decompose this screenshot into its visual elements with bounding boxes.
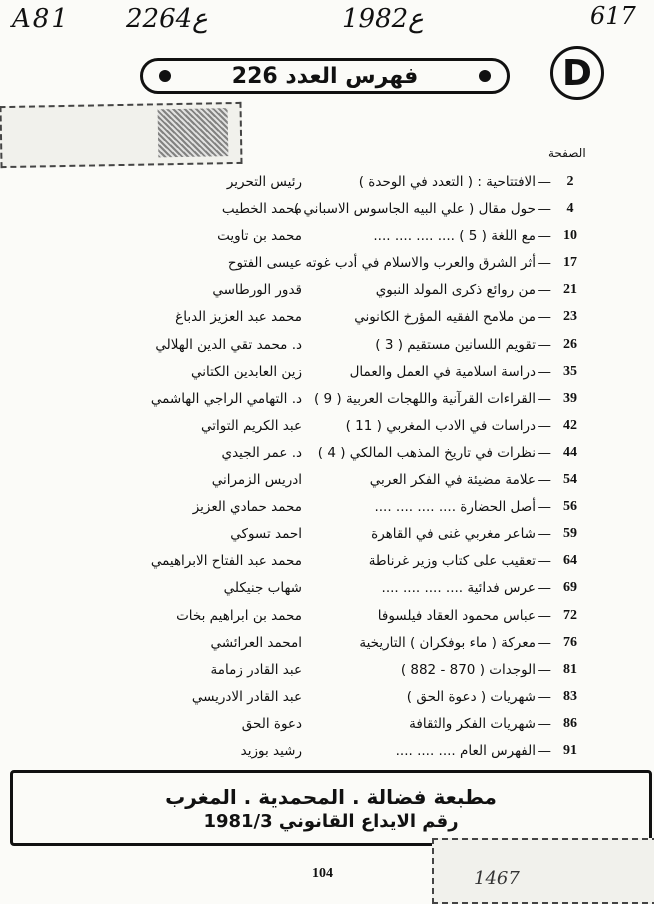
toc-dash: — bbox=[537, 363, 551, 380]
toc-page-number: 86 bbox=[563, 715, 577, 731]
table-row bbox=[0, 305, 654, 332]
toc-title: من ملامح الفقيه المؤرخ الكانوني bbox=[354, 309, 536, 326]
toc-title: أثر الشرق والعرب والاسلام في أدب غوته bbox=[305, 255, 536, 272]
toc-page-number: 59 bbox=[563, 526, 577, 542]
toc-dash: — bbox=[537, 309, 551, 326]
table-of-contents bbox=[0, 170, 654, 766]
toc-dash: — bbox=[537, 417, 551, 434]
toc-dash: — bbox=[537, 255, 551, 272]
stamp-emblem-icon bbox=[158, 108, 229, 157]
toc-title: دراسة اسلامية في العمل والعمال bbox=[349, 363, 536, 380]
toc-title: الفهرس العام .... .... .... bbox=[395, 742, 536, 759]
table-row bbox=[0, 441, 654, 468]
toc-author: محمد عبد الفتاح الابراهيمي bbox=[150, 553, 302, 570]
toc-author: محمد عبد العزيز الدباغ bbox=[175, 309, 302, 326]
toc-dash: — bbox=[537, 472, 551, 489]
handwritten-code-617: 617 bbox=[590, 2, 636, 30]
toc-title: من روائع ذكرى المولد النبوي bbox=[375, 282, 536, 299]
toc-page-number: 42 bbox=[563, 417, 577, 433]
toc-author: شهاب جنيكلي bbox=[223, 580, 302, 597]
table-row bbox=[0, 333, 654, 360]
table-row bbox=[0, 495, 654, 522]
toc-page-number: 56 bbox=[563, 499, 577, 515]
toc-author: عبد القادر الادريسي bbox=[191, 688, 302, 705]
toc-dash: — bbox=[537, 499, 551, 516]
toc-author: محمد بن تاويت bbox=[217, 228, 302, 245]
table-row bbox=[0, 278, 654, 305]
table-row bbox=[0, 224, 654, 251]
toc-title: الوجدات ( 870 - 882 ) bbox=[400, 661, 536, 678]
toc-author: د. محمد تقي الدين الهلالي bbox=[155, 336, 302, 353]
toc-dash: — bbox=[537, 661, 551, 678]
table-row bbox=[0, 197, 654, 224]
d-badge: D bbox=[550, 46, 604, 100]
toc-page-number: 4 bbox=[566, 201, 574, 217]
toc-author: رشيد بوزيد bbox=[240, 742, 302, 759]
toc-author: احمد تسوكي bbox=[230, 526, 302, 543]
toc-page-number: 26 bbox=[563, 336, 577, 352]
table-row bbox=[0, 549, 654, 576]
toc-dash: — bbox=[537, 742, 551, 759]
page-number: 104 bbox=[312, 866, 333, 881]
toc-author: زين العابدين الكتاني bbox=[190, 363, 302, 380]
table-row bbox=[0, 387, 654, 414]
toc-page-number: 81 bbox=[563, 661, 577, 677]
toc-page-number: 72 bbox=[563, 607, 577, 623]
toc-dash: — bbox=[537, 390, 551, 407]
toc-title: عرس فدائية .... .... .... .... bbox=[381, 580, 536, 597]
toc-title: شهريات ( دعوة الحق ) bbox=[406, 688, 536, 705]
handwritten-code-a81: A81 bbox=[12, 4, 70, 34]
toc-title: علامة مضيئة في الفكر العربي bbox=[369, 472, 536, 489]
toc-author: محمد بن ابراهيم بخات bbox=[176, 607, 302, 624]
toc-page-number: 17 bbox=[563, 255, 577, 271]
toc-title: دراسات في الادب المغربي ( 11 ) bbox=[345, 417, 536, 434]
toc-title: تقويم اللسانين مستقيم ( 3 ) bbox=[375, 336, 536, 353]
toc-author: امحمد العرائشي bbox=[210, 634, 302, 651]
index-title: فهرس العدد 226 bbox=[231, 63, 419, 89]
toc-author: قدور الورطاسي bbox=[212, 282, 302, 299]
toc-title: حول مقال ( علي البيه الجاسوس الاسباني ) bbox=[293, 201, 536, 218]
toc-author: عيسى الفتوح bbox=[227, 255, 302, 272]
library-stamp-top bbox=[0, 102, 243, 168]
toc-dash: — bbox=[537, 282, 551, 299]
toc-author: عبد القادر زمامة bbox=[210, 661, 302, 678]
handwritten-code-2264: 2264ع bbox=[126, 4, 208, 34]
toc-title: عباس محمود العقاد فيلسوفا bbox=[377, 607, 536, 624]
toc-page-number: 10 bbox=[563, 228, 577, 244]
printer-name: مطبعة فضالة . المحمدية . المغرب bbox=[165, 784, 497, 809]
toc-page-number: 23 bbox=[563, 309, 577, 325]
toc-dash: — bbox=[537, 228, 551, 245]
table-row bbox=[0, 170, 654, 197]
toc-page-number: 21 bbox=[563, 282, 577, 298]
toc-author: رئيس التحرير bbox=[226, 174, 302, 190]
toc-title: الافتتاحية : ( التعدد في الوحدة ) bbox=[358, 174, 536, 190]
table-row bbox=[0, 522, 654, 549]
toc-page-number: 91 bbox=[563, 742, 577, 758]
toc-dash: — bbox=[537, 634, 551, 651]
toc-dash: — bbox=[537, 201, 551, 218]
bullet-dot-icon bbox=[479, 70, 491, 82]
table-row bbox=[0, 739, 654, 766]
printer-info-box bbox=[10, 770, 652, 846]
toc-page-number: 39 bbox=[563, 390, 577, 406]
table-row bbox=[0, 360, 654, 387]
table-row bbox=[0, 251, 654, 278]
toc-title: نظرات في تاريخ المذهب المالكي ( 4 ) bbox=[317, 444, 536, 461]
toc-title: أصل الحضارة .... .... .... .... bbox=[374, 499, 536, 516]
toc-title: مع اللغة ( 5 ) .... .... .... .... bbox=[373, 228, 536, 245]
toc-page-number: 2 bbox=[566, 174, 574, 189]
toc-page-number: 54 bbox=[563, 472, 577, 488]
index-title-box bbox=[140, 58, 510, 94]
table-row bbox=[0, 604, 654, 631]
toc-title: شاعر مغربي غنى في القاهرة bbox=[371, 526, 536, 543]
toc-dash: — bbox=[537, 444, 551, 461]
legal-deposit: رقم الايداع القانوني 1981/3 bbox=[203, 810, 459, 832]
toc-title: شهريات الفكر والثقافة bbox=[409, 715, 536, 732]
toc-title: تعقيب على كتاب وزير غرناطة bbox=[368, 553, 536, 570]
stamp-handwritten-number: 1467 bbox=[474, 868, 520, 889]
toc-dash: — bbox=[537, 580, 551, 597]
toc-page-number: 64 bbox=[563, 553, 577, 569]
toc-dash: — bbox=[537, 688, 551, 705]
toc-title: معركة ( ماء بوفكران ) التاريخية bbox=[359, 634, 536, 651]
toc-author: عبد الكريم التواتي bbox=[201, 417, 302, 434]
table-row bbox=[0, 414, 654, 441]
toc-dash: — bbox=[537, 174, 551, 190]
toc-author: د. التهامي الراجي الهاشمي bbox=[150, 390, 302, 407]
library-stamp-bottom bbox=[432, 838, 654, 904]
toc-page-number: 76 bbox=[563, 634, 577, 650]
table-row bbox=[0, 685, 654, 712]
toc-page-number: 83 bbox=[563, 688, 577, 704]
table-row bbox=[0, 468, 654, 495]
toc-title: القراءات القرآنية واللهجات العربية ( 9 ) bbox=[313, 390, 536, 407]
page-column-label: الصفحة bbox=[548, 146, 586, 160]
table-row bbox=[0, 712, 654, 739]
toc-author: د. عمر الجيدي bbox=[221, 444, 302, 461]
bullet-dot-icon bbox=[159, 70, 171, 82]
toc-page-number: 35 bbox=[563, 363, 577, 379]
toc-author: ادريس الزمراني bbox=[211, 472, 302, 489]
toc-dash: — bbox=[537, 336, 551, 353]
toc-page-number: 69 bbox=[563, 580, 577, 596]
table-row bbox=[0, 658, 654, 685]
table-row bbox=[0, 576, 654, 603]
toc-dash: — bbox=[537, 607, 551, 624]
toc-author: دعوة الحق bbox=[241, 715, 302, 732]
toc-dash: — bbox=[537, 715, 551, 732]
toc-dash: — bbox=[537, 526, 551, 543]
toc-author: محمد حمادي العزيز bbox=[192, 499, 302, 516]
toc-dash: — bbox=[537, 553, 551, 570]
handwritten-year: 1982ع bbox=[342, 4, 424, 34]
toc-page-number: 44 bbox=[563, 444, 577, 460]
toc-author: محمد الخطيب bbox=[221, 201, 302, 218]
table-row bbox=[0, 631, 654, 658]
